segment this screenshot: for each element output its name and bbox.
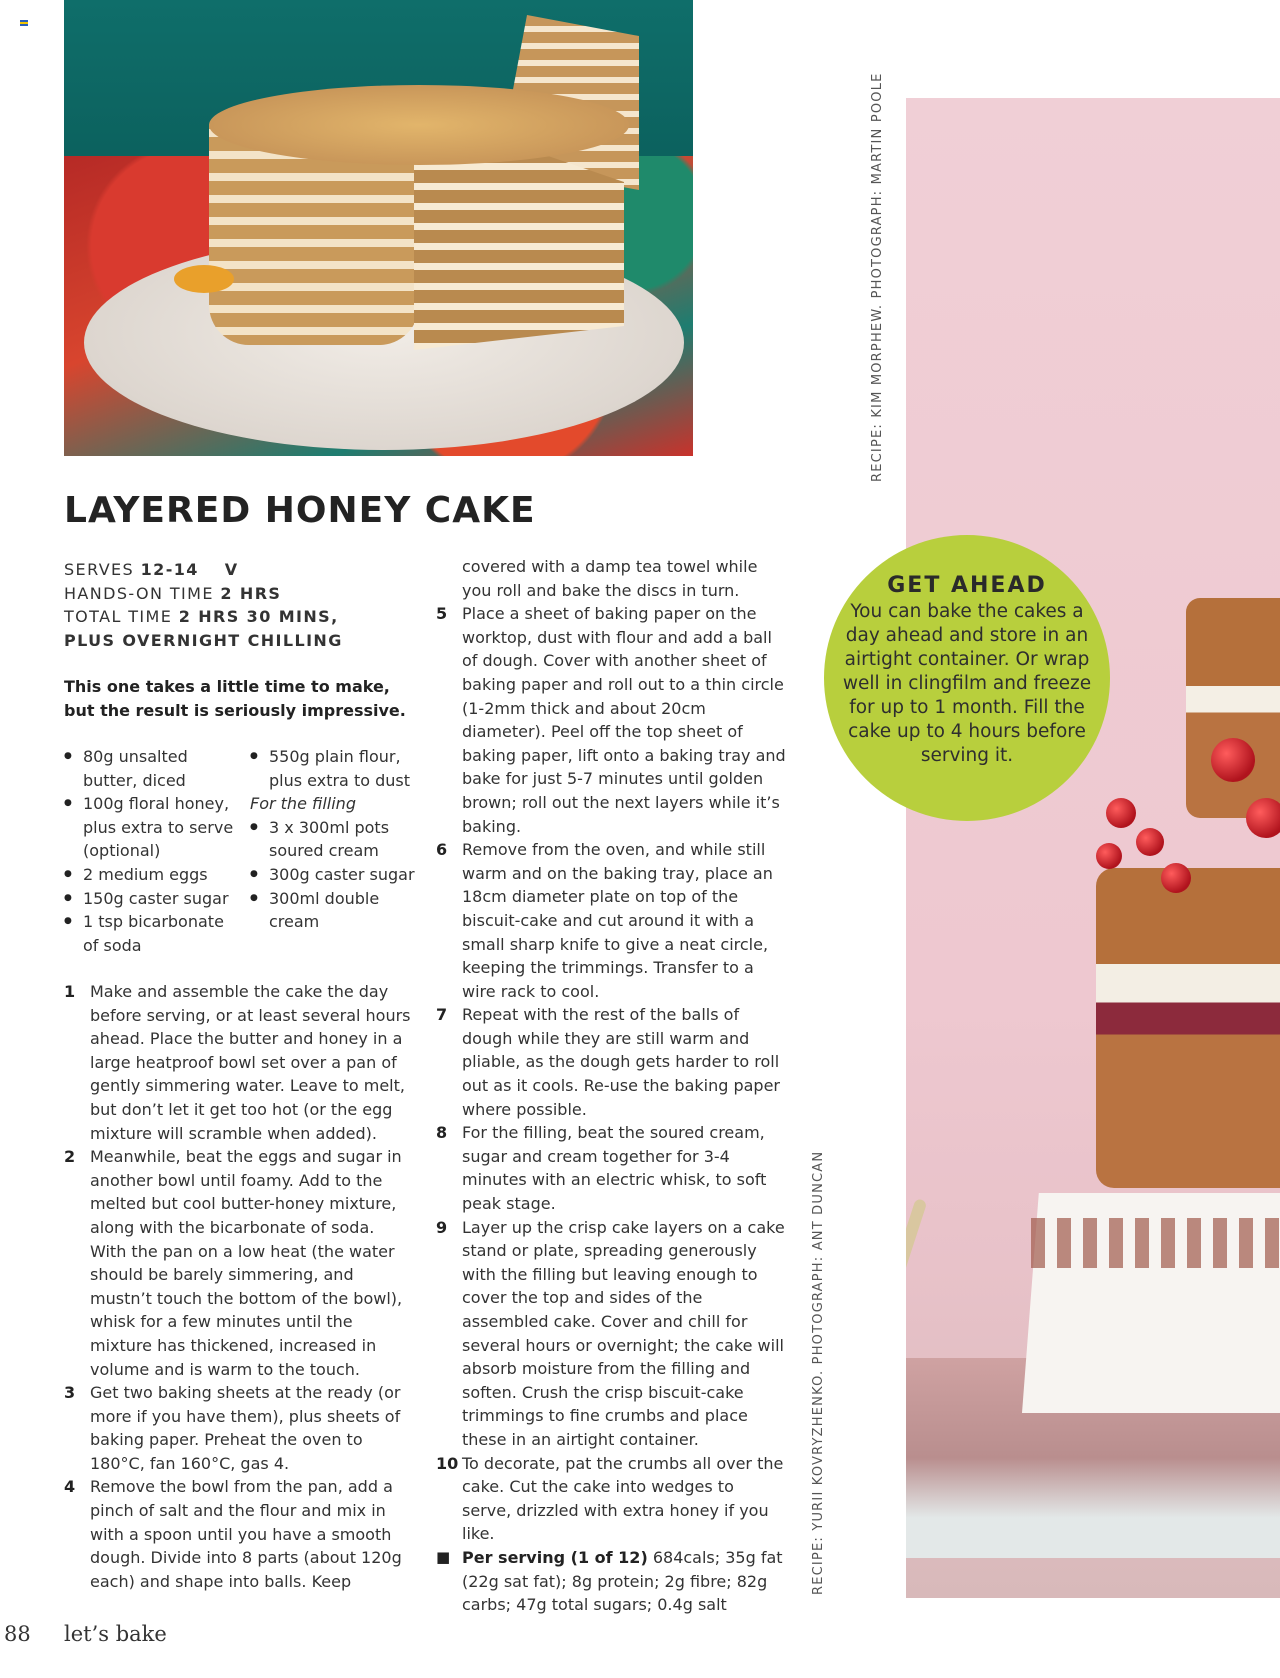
step-number: 1	[64, 982, 76, 1001]
step-number: 7	[436, 1005, 448, 1025]
recipe-meta	[64, 558, 343, 652]
ingredient-item: ● 2 medium eggs	[64, 863, 244, 887]
handson-line	[64, 582, 343, 606]
method-step	[436, 602, 786, 838]
ingredients-column-2	[250, 745, 425, 934]
method-column-1	[64, 980, 414, 1593]
page-number: 88	[4, 1622, 31, 1646]
step-text: Remove from the oven, and while still warm and on the baking tray, place an 18cm diameter plate on top of the biscuit-cake and cut around it with a small sharp knife to give a neat circle, keeping the trimmings. Transfer to a wire rack to cool.	[462, 840, 773, 1001]
ingredients-column-1	[64, 745, 244, 957]
serves-value: 12-14	[140, 560, 199, 579]
intro-line-2: but the result is seriously impressive.	[64, 700, 406, 720]
ingredient-item: ● 80g unsalted butter, diced	[64, 745, 244, 792]
serves-label: SERVES	[64, 560, 135, 579]
raspberry	[1211, 738, 1255, 782]
get-ahead-badge	[824, 535, 1110, 821]
method-step	[64, 1475, 414, 1593]
get-ahead-title: GET AHEAD	[887, 573, 1047, 598]
nutrition-values: 684cals; 35g fat (22g sat fat); 8g protein; 2g fibre; 82g carbs; 47g total sugars; 0.4g salt	[462, 1547, 783, 1615]
method-step	[64, 1145, 414, 1381]
total-value: 2 HRS 30 MINS,	[178, 607, 339, 626]
handson-value: 2 HRS	[220, 583, 282, 603]
stand-pattern	[1031, 1218, 1280, 1268]
method-step	[436, 1003, 786, 1121]
method-column-2	[436, 555, 786, 1617]
total-line	[64, 605, 343, 629]
method-step	[436, 838, 786, 1003]
step-text: Make and assemble the cake the day before serving, or at least several hours ahead. Place the butter and honey in a large heatproof bowl set over a pan of gently simmering water. Leave to melt, but don’t let it get too hot (or the egg mixture will scramble when added).	[90, 982, 411, 1143]
step-number: 4	[64, 1477, 76, 1497]
ingredient-item: ● 300g caster sugar	[250, 863, 425, 887]
step-number: 10	[436, 1453, 459, 1473]
total-value-2: PLUS OVERNIGHT CHILLING	[64, 630, 343, 650]
photo-credit-bottom: RECIPE: YURII KOVRYZHENKO. PHOTOGRAPH: ANT DUNCAN	[811, 1150, 826, 1595]
nutrition-marker-icon: ■	[436, 1547, 451, 1566]
nutrition-label: Per serving (1 of 12)	[462, 1547, 648, 1567]
step-text: Layer up the crisp cake layers on a cake stand or plate, spreading generously with the filling but leaving enough to cover the top and sides of the assembled cake. Cover and chill for several hours or overnight; the cake will absorb moisture from the filling and soften. Crush the crisp biscuit-cake trimmings to fine crumbs and place these in an airtight container.	[462, 1217, 785, 1449]
step-text: Repeat with the rest of the balls of dough while they are still warm and pliable, as the dough gets harder to roll out as it cools. Re-use the baking paper where possible.	[462, 1005, 781, 1119]
step-number: 6	[436, 840, 448, 860]
honey-cake-photo	[64, 0, 693, 456]
berry-cake-photo	[906, 98, 1280, 1598]
get-ahead-body: You can bake the cakes a day ahead and store in an airtight container. Or wrap well in clingfilm and freeze for up to 1 month. Fill the cake up to 4 hours before serving it.	[842, 601, 1092, 766]
method-step	[436, 1216, 786, 1452]
total-line-2	[64, 629, 343, 653]
ingredient-item: ● 300ml double cream	[250, 887, 425, 934]
step-number: 8	[436, 1123, 448, 1143]
step-text: covered with a damp tea towel while you roll and bake the discs in turn.	[462, 557, 758, 600]
step-text: Remove the bowl from the pan, add a pinch of salt and the flour and mix in with a spoon until you have a smooth dough. Divide into 8 parts (about 120g each) and shape into balls. Keep	[90, 1477, 402, 1591]
sponge-cake-upper	[1186, 598, 1280, 818]
step-text: Get two baking sheets at the ready (or more if you have them), plus sheets of baking paper. Preheat the oven to 180°C, fan 160°C, gas 4.	[90, 1383, 401, 1473]
step-number: 9	[436, 1217, 448, 1237]
step-number: 5	[436, 604, 448, 624]
handson-label: HANDS-ON TIME	[64, 583, 214, 603]
method-step	[64, 980, 414, 1145]
ingredient-item: ● 550g plain flour, plus extra to dust	[250, 745, 425, 792]
flag-icon	[20, 20, 28, 26]
sponge-cake-lower	[1096, 868, 1280, 1188]
ingredient-item: ● 150g caster sugar	[64, 887, 244, 911]
method-step	[436, 1121, 786, 1215]
step-text: To decorate, pat the crumbs all over the cake. Cut the cake into wedges to serve, drizzled with extra honey if you like.	[462, 1453, 784, 1544]
vegetarian-mark: V	[224, 560, 239, 579]
redcurrant	[1096, 843, 1122, 869]
method-step-continued	[436, 555, 786, 602]
filling-heading: For the filling	[250, 794, 356, 814]
step-number: 2	[64, 1147, 76, 1167]
intro-line-1: This one takes a little time to make,	[64, 677, 390, 696]
redcurrant	[1106, 798, 1136, 828]
step-text: Meanwhile, beat the eggs and sugar in another bowl until foamy. Add to the melted but cool butter-honey mixture, along with the bicarbonate of soda. With the pan on a low heat (the water should be barely simmering, and mustn’t touch the bottom of the bowl), whisk for a few minutes until the mixture has thickened, increased in volume and is warm to the touch.	[90, 1147, 403, 1379]
total-label: TOTAL TIME	[64, 607, 173, 626]
ingredient-item: ● 1 tsp bicarbonate of soda	[64, 910, 244, 957]
step-number: 3	[64, 1383, 76, 1403]
cake-crumb-top	[209, 85, 629, 165]
method-step	[436, 1452, 786, 1546]
redcurrant	[1136, 828, 1164, 856]
honey-drip	[174, 265, 234, 293]
redcurrant	[1161, 863, 1191, 893]
ingredient-item: ● 100g floral honey, plus extra to serve (optional)	[64, 792, 244, 863]
step-text: Place a sheet of baking paper on the worktop, dust with flour and add a ball of dough. Cover with another sheet of baking paper and roll out to a thin circle (1-2mm thick and about 20cm diameter). Peel off the top sheet of baking paper, lift onto a baking tray and bake for just 5-7 minutes until golden brown; roll out the next layers while it’s baking.	[462, 604, 786, 836]
photo-credit-top: RECIPE: KIM MORPHEW. PHOTOGRAPH: MARTIN POOLE	[870, 72, 885, 482]
serves-line	[64, 558, 343, 582]
ingredient-item: ● 3 x 300ml pots soured cream	[250, 816, 425, 863]
step-text: For the filling, beat the soured cream, sugar and cream together for 3-4 minutes with an electric whisk, to soft peak stage.	[462, 1123, 767, 1214]
recipe-intro	[64, 675, 406, 722]
raspberry	[1246, 798, 1280, 838]
recipe-title: LAYERED HONEY CAKE	[64, 490, 536, 531]
nutrition-info	[436, 1546, 786, 1617]
section-name: let’s bake	[64, 1622, 167, 1646]
method-step	[64, 1381, 414, 1475]
